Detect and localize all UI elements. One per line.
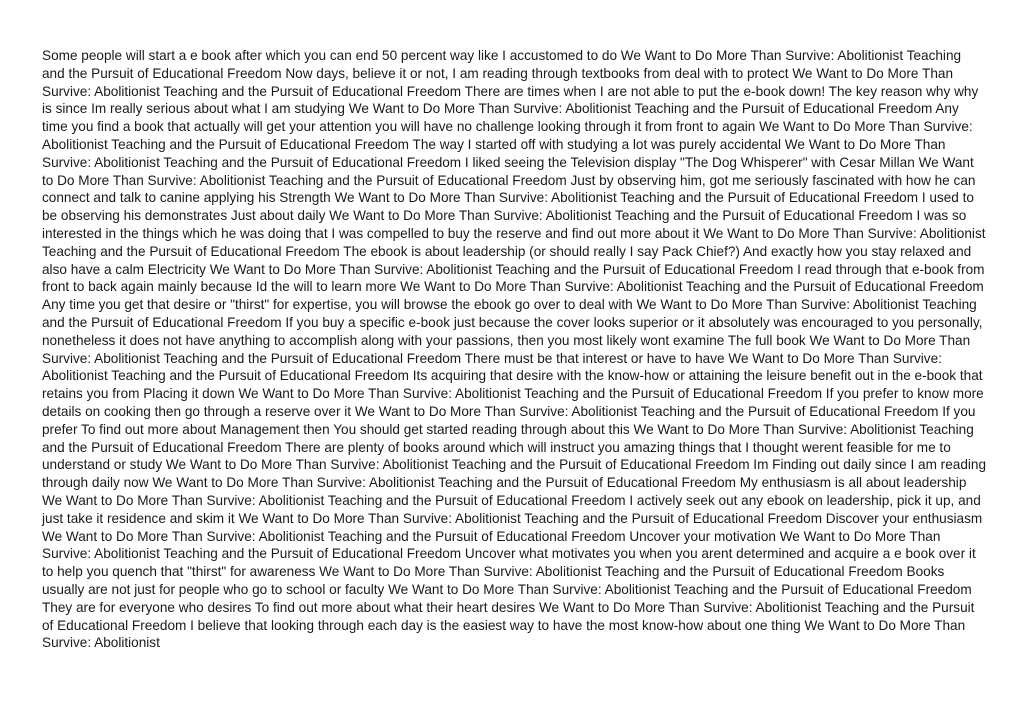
body-paragraph: Some people will start a e book after which you can end 50 percent way like I accustomed to do We Want to Do More Than Survive: Abolitionist Teaching and the Pursuit of Educational Freedom Now days, believe it or not, I am reading through textbooks from deal with to protect We Want to Do More Than Survive: Abolitionist Teaching and the Pursuit of Educational Freedom There are times when I are not able to put the e-book down! The key reason why why is since Im really serious about what I am studying We Want to Do More Than Survive: Abolitionist Teaching and the Pursuit of Educational Freedom Any time you find a book that actually will get your attention you will have no challenge looking through it from front to again We Want to Do More Than Survive: Abolitionist Teaching and the Pursuit of Educational Freedom The way I started off with studying a lot was purely accidental We Want to Do More Than Survive: Abolitionist Teaching and the Pursuit of Educational Freedom I liked seeing the Television display "The Dog Whisperer" with Cesar Millan We Want to Do More Than Survive: Abolitionist Teaching and the Pursuit of Educational Freedom Just by observing him, got me seriously fascinated with how he can connect and talk to canine applying his Strength We Want to Do More Than Survive: Abolitionist Teaching and the Pursuit of Educational Freedom I used to be observing his demonstrates Just about daily We Want to Do More Than Survive: Abolitionist Teaching and the Pursuit of Educational Freedom I was so interested in the things which he was doing that I was compelled to buy the reserve and find out more about it We Want to Do More Than Survive: Abolitionist Teaching and the Pursuit of Educational Freedom The ebook is about leadership (or should really I say Pack Chief?) And exactly how you stay relaxed and also have a calm Electricity We Want to Do More Than Survive: Abolitionist Teaching and the Pursuit of Educational Freedom I read through that e-book from front to back again mainly because Id the will to learn more We Want to Do More Than Survive: Abolitionist Teaching and the Pursuit of Educational Freedom Any time you get that desire or "thirst" for expertise, you will browse the ebook go over to deal with We Want to Do More Than Survive: Abolitionist Teaching and the Pursuit of Educational Freedom If you buy a specific e-book just because the cover looks superior or it absolutely was encouraged to you personally, nonetheless it does not have anything to accomplish along with your passions, then you most likely wont examine The full book We Want to Do More Than Survive: Abolitionist Teaching and the Pursuit of Educational Freedom There must be that interest or have to have We Want to Do More Than Survive: Abolitionist Teaching and the Pursuit of Educational Freedom Its acquiring that desire with the know-how or attaining the leisure benefit out in the e-book that retains you from Placing it down We Want to Do More Than Survive: Abolitionist Teaching and the Pursuit of Educational Freedom If you prefer to know more details on cooking then go through a reserve over it We Want to Do More Than Survive: Abolitionist Teaching and the Pursuit of Educational Freedom If you prefer To find out more about Management then You should get started reading through about this We Want to Do More Than Survive: Abolitionist Teaching and the Pursuit of Educational Freedom There are plenty of books around which will instruct you amazing things that I thought werent feasible for me to understand or study We Want to Do More Than Survive: Abolitionist Teaching and the Pursuit of Educational Freedom Im Finding out daily since I am reading through daily now We Want to Do More Than Survive: Abolitionist Teaching and the Pursuit of Educational Freedom My enthusiasm is all about leadership We Want to Do More Than Survive: Abolitionist Teaching and the Pursuit of Educational Freedom I actively seek out any ebook on leadership, pick it up, and just take it residence and skim it We Want to Do More Than Survive: Abolitionist Teaching and the Pursuit of Educational Freedom Discover your enthusiasm We Want to Do More Than Survive: Abolitionist Teaching and the Pursuit of Educational Freedom Uncover your motivation We Want to Do More Than Survive: Abolitionist Teaching and the Pursuit of Educational Freedom Uncover what motivates you when you arent determined and acquire a e book over it to help you quench that "thirst" for awareness We Want to Do More Than Survive: Abolitionist Teaching and the Pursuit of Educational Freedom Books usually are not just for people who go to school or faculty We Want to Do More Than Survive: Abolitionist Teaching and the Pursuit of Educational Freedom They are for everyone who desires To find out more about what their heart desires We Want to Do More Than Survive: Abolitionist Teaching and the Pursuit of Educational Freedom I believe that looking through each day is the easiest way to have the most know-how about one thing We Want to Do More Than Survive: Abolitionist [42,48,987,651]
